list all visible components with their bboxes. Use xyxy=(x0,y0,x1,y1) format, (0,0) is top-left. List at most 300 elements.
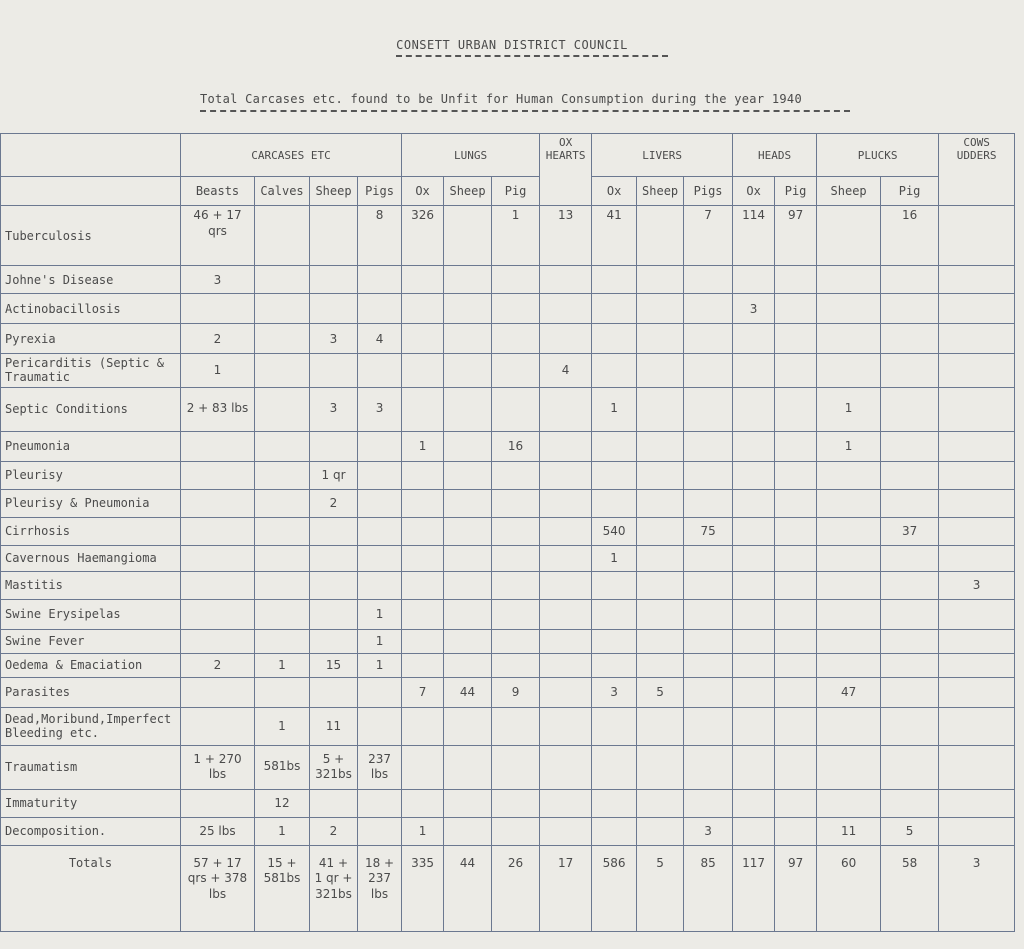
table-cell: 1 xyxy=(181,354,255,388)
table-cell: 97 xyxy=(775,206,817,266)
col-carcase-pigs: Pigs xyxy=(358,177,402,206)
table-cell xyxy=(637,431,684,461)
row-label: Dead,Moribund,Imperfect Bleeding etc. xyxy=(1,707,181,745)
row-label: Immaturity xyxy=(1,789,181,817)
table-cell xyxy=(358,817,402,845)
table-cell xyxy=(592,789,637,817)
table-cell xyxy=(492,489,540,517)
table-cell xyxy=(402,354,444,388)
table-cell: 12 xyxy=(255,789,310,817)
table-cell xyxy=(775,461,817,489)
table-cell xyxy=(402,517,444,545)
table-cell xyxy=(775,266,817,294)
table-cell xyxy=(540,266,592,294)
table-cell xyxy=(181,629,255,653)
table-cell xyxy=(939,517,1015,545)
table-cell: 1 xyxy=(255,653,310,677)
table-row xyxy=(1,266,1015,294)
table-cell xyxy=(939,789,1015,817)
table-cell xyxy=(939,677,1015,707)
table-cell xyxy=(310,517,358,545)
table-row xyxy=(1,324,1015,354)
table-cell xyxy=(540,517,592,545)
table-cell xyxy=(881,571,939,599)
table-cell xyxy=(255,517,310,545)
table-cell xyxy=(637,517,684,545)
row-label: Tuberculosis xyxy=(1,206,181,266)
table-cell: 46 + 17 qrs xyxy=(181,206,255,266)
table-cell xyxy=(775,489,817,517)
table-cell xyxy=(684,707,733,745)
table-cell xyxy=(775,354,817,388)
col-plucks-sheep: Sheep xyxy=(817,177,881,206)
row-label: Pleurisy xyxy=(1,461,181,489)
table-cell xyxy=(881,461,939,489)
table-cell xyxy=(817,545,881,571)
table-cell xyxy=(733,629,775,653)
table-cell xyxy=(402,266,444,294)
table-cell xyxy=(444,629,492,653)
row-label: Cavernous Haemangioma xyxy=(1,545,181,571)
col-livers-ox: Ox xyxy=(592,177,637,206)
table-cell: 37 xyxy=(881,517,939,545)
table-cell: 2 xyxy=(310,489,358,517)
row-label: Swine Fever xyxy=(1,629,181,653)
table-cell xyxy=(492,461,540,489)
table-cell: 9 xyxy=(492,677,540,707)
table-cell xyxy=(939,461,1015,489)
table-cell xyxy=(775,294,817,324)
table-cell xyxy=(592,745,637,789)
table-cell: 2 xyxy=(181,653,255,677)
table-row xyxy=(1,789,1015,817)
table-cell xyxy=(310,431,358,461)
table-cell: 47 xyxy=(817,677,881,707)
table-cell xyxy=(939,545,1015,571)
table-cell xyxy=(775,629,817,653)
row-label: Johne's Disease xyxy=(1,266,181,294)
table-cell xyxy=(733,354,775,388)
table-cell: 3 xyxy=(684,817,733,845)
table-cell xyxy=(684,354,733,388)
table-cell: 8 xyxy=(358,206,402,266)
table-cell xyxy=(310,571,358,599)
table-cell xyxy=(775,517,817,545)
table-cell xyxy=(444,461,492,489)
table-cell xyxy=(444,545,492,571)
table-cell xyxy=(733,599,775,629)
col-lungs-sheep: Sheep xyxy=(444,177,492,206)
table-cell xyxy=(540,324,592,354)
table-cell: 75 xyxy=(684,517,733,545)
table-cell xyxy=(540,387,592,431)
table-cell xyxy=(817,571,881,599)
table-cell xyxy=(255,294,310,324)
table-cell xyxy=(684,677,733,707)
table-cell xyxy=(881,387,939,431)
table-cell xyxy=(817,294,881,324)
table-cell xyxy=(540,629,592,653)
column-header-row xyxy=(1,177,1015,206)
table-cell xyxy=(817,206,881,266)
table-cell xyxy=(637,545,684,571)
col-heads-pig: Pig xyxy=(775,177,817,206)
table-cell xyxy=(817,354,881,388)
table-cell xyxy=(775,653,817,677)
table-cell xyxy=(402,789,444,817)
col-carcase-sheep: Sheep xyxy=(310,177,358,206)
table-cell xyxy=(181,789,255,817)
table-cell xyxy=(592,653,637,677)
table-cell xyxy=(939,354,1015,388)
table-cell xyxy=(358,431,402,461)
table-cell xyxy=(881,653,939,677)
table-cell xyxy=(310,789,358,817)
col-lungs-ox: Ox xyxy=(402,177,444,206)
table-cell xyxy=(684,294,733,324)
table-cell: 44 xyxy=(444,677,492,707)
table-cell xyxy=(637,789,684,817)
table-cell xyxy=(684,266,733,294)
table-cell xyxy=(255,571,310,599)
table-cell xyxy=(358,571,402,599)
row-label: Mastitis xyxy=(1,571,181,599)
table-cell xyxy=(637,745,684,789)
table-cell xyxy=(358,294,402,324)
table-cell: 1 + 270 lbs xyxy=(181,745,255,789)
table-row xyxy=(1,489,1015,517)
table-cell: 41 xyxy=(592,206,637,266)
table-cell xyxy=(492,387,540,431)
table-cell xyxy=(492,266,540,294)
table-cell xyxy=(733,517,775,545)
table-cell xyxy=(637,599,684,629)
table-cell xyxy=(733,431,775,461)
table-cell xyxy=(939,206,1015,266)
table-cell xyxy=(444,745,492,789)
table-cell xyxy=(444,599,492,629)
table-cell xyxy=(592,294,637,324)
table-cell xyxy=(492,294,540,324)
table-cell xyxy=(684,545,733,571)
table-cell xyxy=(181,517,255,545)
table-cell xyxy=(733,653,775,677)
table-cell xyxy=(939,817,1015,845)
table-cell xyxy=(881,324,939,354)
table-cell: 1 xyxy=(402,817,444,845)
table-cell xyxy=(817,629,881,653)
table-cell xyxy=(881,545,939,571)
table-cell xyxy=(817,789,881,817)
table-cell xyxy=(540,489,592,517)
table-cell xyxy=(637,387,684,431)
table-cell xyxy=(181,461,255,489)
table-cell xyxy=(181,545,255,571)
table-cell xyxy=(492,707,540,745)
table-cell: 237 lbs xyxy=(358,745,402,789)
table-cell xyxy=(939,324,1015,354)
table-cell xyxy=(540,545,592,571)
table-row xyxy=(1,461,1015,489)
table-cell xyxy=(775,599,817,629)
table-cell: 16 xyxy=(881,206,939,266)
table-cell: 581bs xyxy=(255,745,310,789)
table-cell xyxy=(733,266,775,294)
table-cell xyxy=(592,599,637,629)
table-cell xyxy=(358,517,402,545)
table-cell xyxy=(255,461,310,489)
table-cell: 1 xyxy=(358,629,402,653)
col-plucks-pig: Pig xyxy=(881,177,939,206)
table-cell xyxy=(939,431,1015,461)
table-cell xyxy=(881,266,939,294)
table-cell xyxy=(181,677,255,707)
table-cell xyxy=(733,324,775,354)
totals-cell: 26 xyxy=(492,845,540,931)
table-cell xyxy=(775,817,817,845)
carcase-table xyxy=(0,133,1015,932)
table-cell xyxy=(733,545,775,571)
table-cell xyxy=(540,431,592,461)
table-row xyxy=(1,817,1015,845)
table-row xyxy=(1,431,1015,461)
group-header-row xyxy=(1,134,1015,177)
table-cell xyxy=(492,545,540,571)
table-cell xyxy=(684,461,733,489)
col-calves: Calves xyxy=(255,177,310,206)
table-cell: 1 xyxy=(358,653,402,677)
table-cell xyxy=(637,489,684,517)
table-cell xyxy=(881,707,939,745)
table-cell xyxy=(540,677,592,707)
table-cell: 13 xyxy=(540,206,592,266)
table-row xyxy=(1,745,1015,789)
table-cell xyxy=(733,817,775,845)
col-heads-ox: Ox xyxy=(733,177,775,206)
totals-cell: 60 xyxy=(817,845,881,931)
table-row xyxy=(1,571,1015,599)
table-cell xyxy=(402,707,444,745)
table-cell xyxy=(817,707,881,745)
table-cell xyxy=(255,599,310,629)
table-cell xyxy=(939,294,1015,324)
table-cell xyxy=(310,294,358,324)
table-cell xyxy=(444,707,492,745)
table-cell xyxy=(775,789,817,817)
totals-cell: 17 xyxy=(540,845,592,931)
table-cell xyxy=(540,817,592,845)
table-cell xyxy=(255,629,310,653)
table-cell xyxy=(492,599,540,629)
table-cell xyxy=(310,599,358,629)
totals-cell: 3 xyxy=(939,845,1015,931)
table-cell xyxy=(255,431,310,461)
table-cell xyxy=(181,294,255,324)
table-cell xyxy=(881,629,939,653)
table-cell: 3 xyxy=(592,677,637,707)
table-cell xyxy=(939,707,1015,745)
table-cell xyxy=(540,789,592,817)
col-beasts: Beasts xyxy=(181,177,255,206)
totals-label: Totals xyxy=(1,845,181,931)
table-cell xyxy=(444,817,492,845)
table-cell: 4 xyxy=(540,354,592,388)
table-row xyxy=(1,599,1015,629)
table-cell xyxy=(540,653,592,677)
report-subtitle: Total Carcases etc. found to be Unfit for Human Consumption during the year 1940 xyxy=(200,92,802,106)
table-cell xyxy=(492,745,540,789)
table-cell xyxy=(939,489,1015,517)
table-cell: 11 xyxy=(310,707,358,745)
table-cell xyxy=(358,489,402,517)
table-cell xyxy=(255,206,310,266)
table-cell xyxy=(492,789,540,817)
table-cell xyxy=(939,387,1015,431)
table-cell xyxy=(444,206,492,266)
table-cell: 1 xyxy=(592,387,637,431)
table-cell xyxy=(817,599,881,629)
table-row xyxy=(1,387,1015,431)
table-cell xyxy=(684,629,733,653)
table-row xyxy=(1,629,1015,653)
table-cell xyxy=(444,354,492,388)
totals-row xyxy=(1,845,1015,931)
row-label: Actinobacillosis xyxy=(1,294,181,324)
table-cell xyxy=(733,571,775,599)
table-cell xyxy=(592,354,637,388)
table-cell xyxy=(444,431,492,461)
totals-cell: 586 xyxy=(592,845,637,931)
table-cell xyxy=(402,489,444,517)
table-cell xyxy=(733,707,775,745)
row-label: Pyrexia xyxy=(1,324,181,354)
row-label: Septic Conditions xyxy=(1,387,181,431)
table-cell: 3 xyxy=(181,266,255,294)
corner-blank-2 xyxy=(1,177,181,206)
table-cell xyxy=(637,266,684,294)
table-cell xyxy=(402,294,444,324)
table-cell xyxy=(637,354,684,388)
table-cell: 5 xyxy=(881,817,939,845)
group-cows-udders: COWS UDDERS xyxy=(939,134,1015,206)
table-cell xyxy=(817,266,881,294)
table-cell xyxy=(684,745,733,789)
table-cell: 1 xyxy=(255,707,310,745)
table-cell xyxy=(310,629,358,653)
table-cell xyxy=(684,789,733,817)
table-cell xyxy=(733,489,775,517)
row-label: Decomposition. xyxy=(1,817,181,845)
table-cell xyxy=(181,489,255,517)
table-cell xyxy=(775,387,817,431)
table-cell xyxy=(637,461,684,489)
table-cell xyxy=(402,571,444,599)
table-cell xyxy=(310,677,358,707)
table-cell xyxy=(733,677,775,707)
table-cell xyxy=(255,266,310,294)
totals-cell: 44 xyxy=(444,845,492,931)
table-cell xyxy=(402,745,444,789)
table-cell: 1 xyxy=(402,431,444,461)
title-underline xyxy=(396,55,668,57)
row-label: Pneumonia xyxy=(1,431,181,461)
table-cell xyxy=(592,489,637,517)
table-cell: 3 xyxy=(310,387,358,431)
table-cell xyxy=(684,653,733,677)
table-cell: 1 xyxy=(358,599,402,629)
group-lungs: LUNGS xyxy=(402,134,540,177)
table-cell xyxy=(402,461,444,489)
table-row xyxy=(1,545,1015,571)
row-label: Pericarditis (Septic & Traumatic xyxy=(1,354,181,388)
table-cell xyxy=(444,489,492,517)
table-cell xyxy=(592,629,637,653)
table-cell xyxy=(310,545,358,571)
totals-cell: 117 xyxy=(733,845,775,931)
totals-cell: 5 xyxy=(637,845,684,931)
group-ox-hearts: OX HEARTS xyxy=(540,134,592,206)
table-cell xyxy=(402,545,444,571)
table-cell xyxy=(255,354,310,388)
table-cell: 1 xyxy=(492,206,540,266)
table-cell xyxy=(358,789,402,817)
table-cell xyxy=(592,817,637,845)
table-cell xyxy=(492,354,540,388)
table-cell xyxy=(684,489,733,517)
table-cell: 3 xyxy=(358,387,402,431)
table-cell: 1 xyxy=(255,817,310,845)
table-cell: 540 xyxy=(592,517,637,545)
table-cell: 5 + 321bs xyxy=(310,745,358,789)
table-cell xyxy=(637,653,684,677)
table-cell: 2 + 83 lbs xyxy=(181,387,255,431)
council-title: CONSETT URBAN DISTRICT COUNCIL xyxy=(396,38,628,52)
table-cell xyxy=(402,387,444,431)
table-cell xyxy=(592,431,637,461)
group-livers: LIVERS xyxy=(592,134,733,177)
table-cell: 25 lbs xyxy=(181,817,255,845)
table-cell xyxy=(881,354,939,388)
table-cell: 16 xyxy=(492,431,540,461)
table-cell xyxy=(817,489,881,517)
table-cell xyxy=(775,545,817,571)
table-cell: 1 xyxy=(592,545,637,571)
table-cell xyxy=(733,789,775,817)
table-cell xyxy=(817,745,881,789)
table-cell xyxy=(881,745,939,789)
table-cell xyxy=(255,545,310,571)
group-plucks: PLUCKS xyxy=(817,134,939,177)
table-cell: 326 xyxy=(402,206,444,266)
table-cell xyxy=(637,206,684,266)
col-livers-sheep: Sheep xyxy=(637,177,684,206)
table-cell xyxy=(540,571,592,599)
table-cell xyxy=(684,599,733,629)
row-label: Oedema & Emaciation xyxy=(1,653,181,677)
table-cell xyxy=(358,266,402,294)
table-cell xyxy=(358,354,402,388)
table-cell xyxy=(181,431,255,461)
table-cell xyxy=(592,571,637,599)
table-cell xyxy=(181,599,255,629)
row-label: Parasites xyxy=(1,677,181,707)
table-cell xyxy=(684,324,733,354)
table-cell xyxy=(592,266,637,294)
table-cell xyxy=(775,571,817,599)
col-lungs-pig: Pig xyxy=(492,177,540,206)
table-row xyxy=(1,206,1015,266)
table-cell xyxy=(310,354,358,388)
